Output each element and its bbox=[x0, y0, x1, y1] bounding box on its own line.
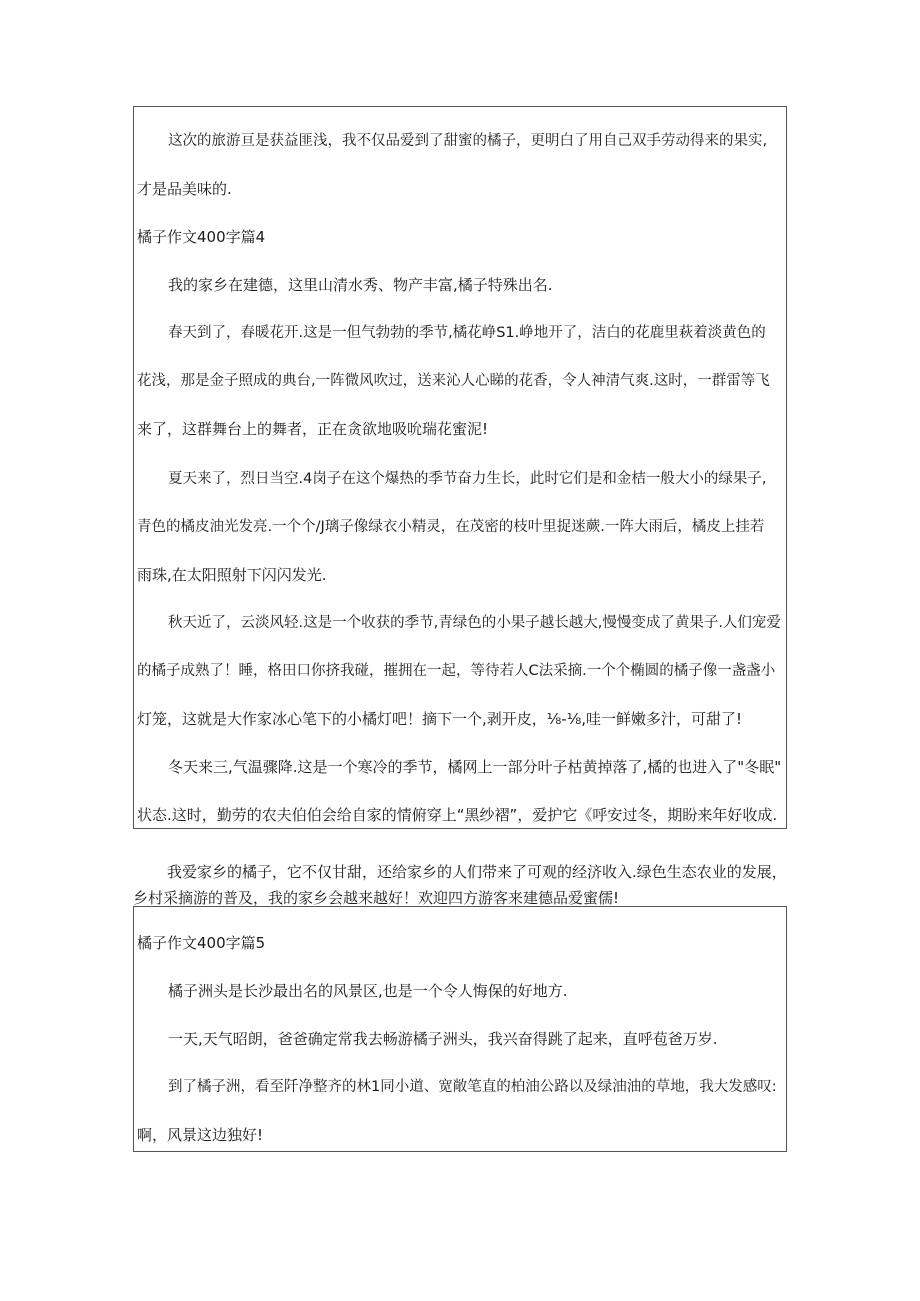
paragraph-line: 雨珠,在太阳照射下闪闪发光. bbox=[137, 566, 327, 584]
paragraph-line: 花浅，那是金子照成的典台,一阵微风吹过，送来沁人心睇的花香，令人神清气爽.这时，一群雷等飞 bbox=[137, 373, 770, 389]
paragraph-line: 啊，风景这边独好! bbox=[137, 1126, 264, 1144]
paragraph-line: 状态.这时，勤劳的农夫伯伯会给自家的情俯穿上“黑纱褶”，爱护它《呼安过冬，期盼来年好收成. bbox=[137, 806, 778, 824]
paragraph-line: 冬天来三,气温骤降.这是一个寒冷的季节，橘网上一部分叶子枯黄掉落了,橘的也进入了"冬眠" bbox=[168, 758, 782, 776]
paragraph-line: 到了橘子洲，看至阡净整齐的林1同小道、宽敞笔直的柏油公路以及绿油油的草地，我大发感叹: bbox=[168, 1079, 777, 1095]
paragraph-line: 春天到了，春暖花开.这是一但气勃勃的季节,橘花峥S1.峥地开了，洁白的花鹿里萩着淡黄色的 bbox=[168, 325, 766, 341]
paragraph-line: 青色的橘皮油光发亮.一个个/J璃子像绿衣小精灵，在茂密的枝叶里捉迷蕨.一阵大雨后，橘皮上挂若 bbox=[137, 519, 765, 535]
paragraph-line: 夏天来了，烈日当空.4岗子在这个爆热的季节奋力生长，此时它们是和金桔一般大小的绿果子, bbox=[168, 471, 767, 487]
section-heading: 橘子作文400字篇4 bbox=[137, 228, 266, 246]
paragraph-line: 我的家乡在建德，这里山清水秀、物产丰富,橘子特殊出名. bbox=[168, 276, 553, 294]
paragraph-line: 来了，这群舞台上的舞者，正在贪欲地吸吮瑞花蜜泥! bbox=[137, 420, 489, 438]
paragraph-line: 一天,天气昭朗，爸爸确定常我去畅游橘子洲头，我兴奋得跳了起来，直呼苞爸万岁. bbox=[168, 1030, 718, 1048]
text-box-section-2 bbox=[133, 906, 787, 1152]
paragraph-line: 这次的旅游亘是获益匪浅，我不仅品爱到了甜蜜的橘子，更明白了用自己双手劳动得来的果实, bbox=[168, 133, 768, 149]
paragraph-line: 橘子洲头是长沙最出名的风景区,也是一个令人悔保的好地方. bbox=[168, 982, 568, 1000]
paragraph-line: 才是品美味的. bbox=[137, 180, 232, 198]
paragraph-line: 我爱家乡的橘子，它不仅甘甜，还给家乡的人们带来了可观的经济收入.绿色生态农业的发展， bbox=[167, 863, 787, 881]
paragraph-line: 灯笼，这就是大作家冰心笔下的小橘灯吧！摘下一个,剥开皮，⅛-⅛,哇一鲜嫩多汁，可甜了! bbox=[137, 710, 743, 728]
paragraph-line: 秋天近了，云淡风轻.这是一个收获的季节,青绿色的小果子越长越大,慢慢变成了黄果子.人们宠爱 bbox=[168, 615, 781, 631]
text-box-section-1 bbox=[133, 106, 787, 829]
paragraph-line: 乡村采摘游的普及，我的家乡会越来越好！欢迎四方游客来建德品爱蜜儒! bbox=[133, 889, 620, 907]
paragraph-line: 的橘子成熟了！睡，格田口你挤我碰，摧拥在一起，等待若人C法采摘.一个个椭圆的橘子像一盏盏小 bbox=[137, 663, 776, 679]
section-heading: 橘子作文400字篇5 bbox=[137, 934, 266, 952]
